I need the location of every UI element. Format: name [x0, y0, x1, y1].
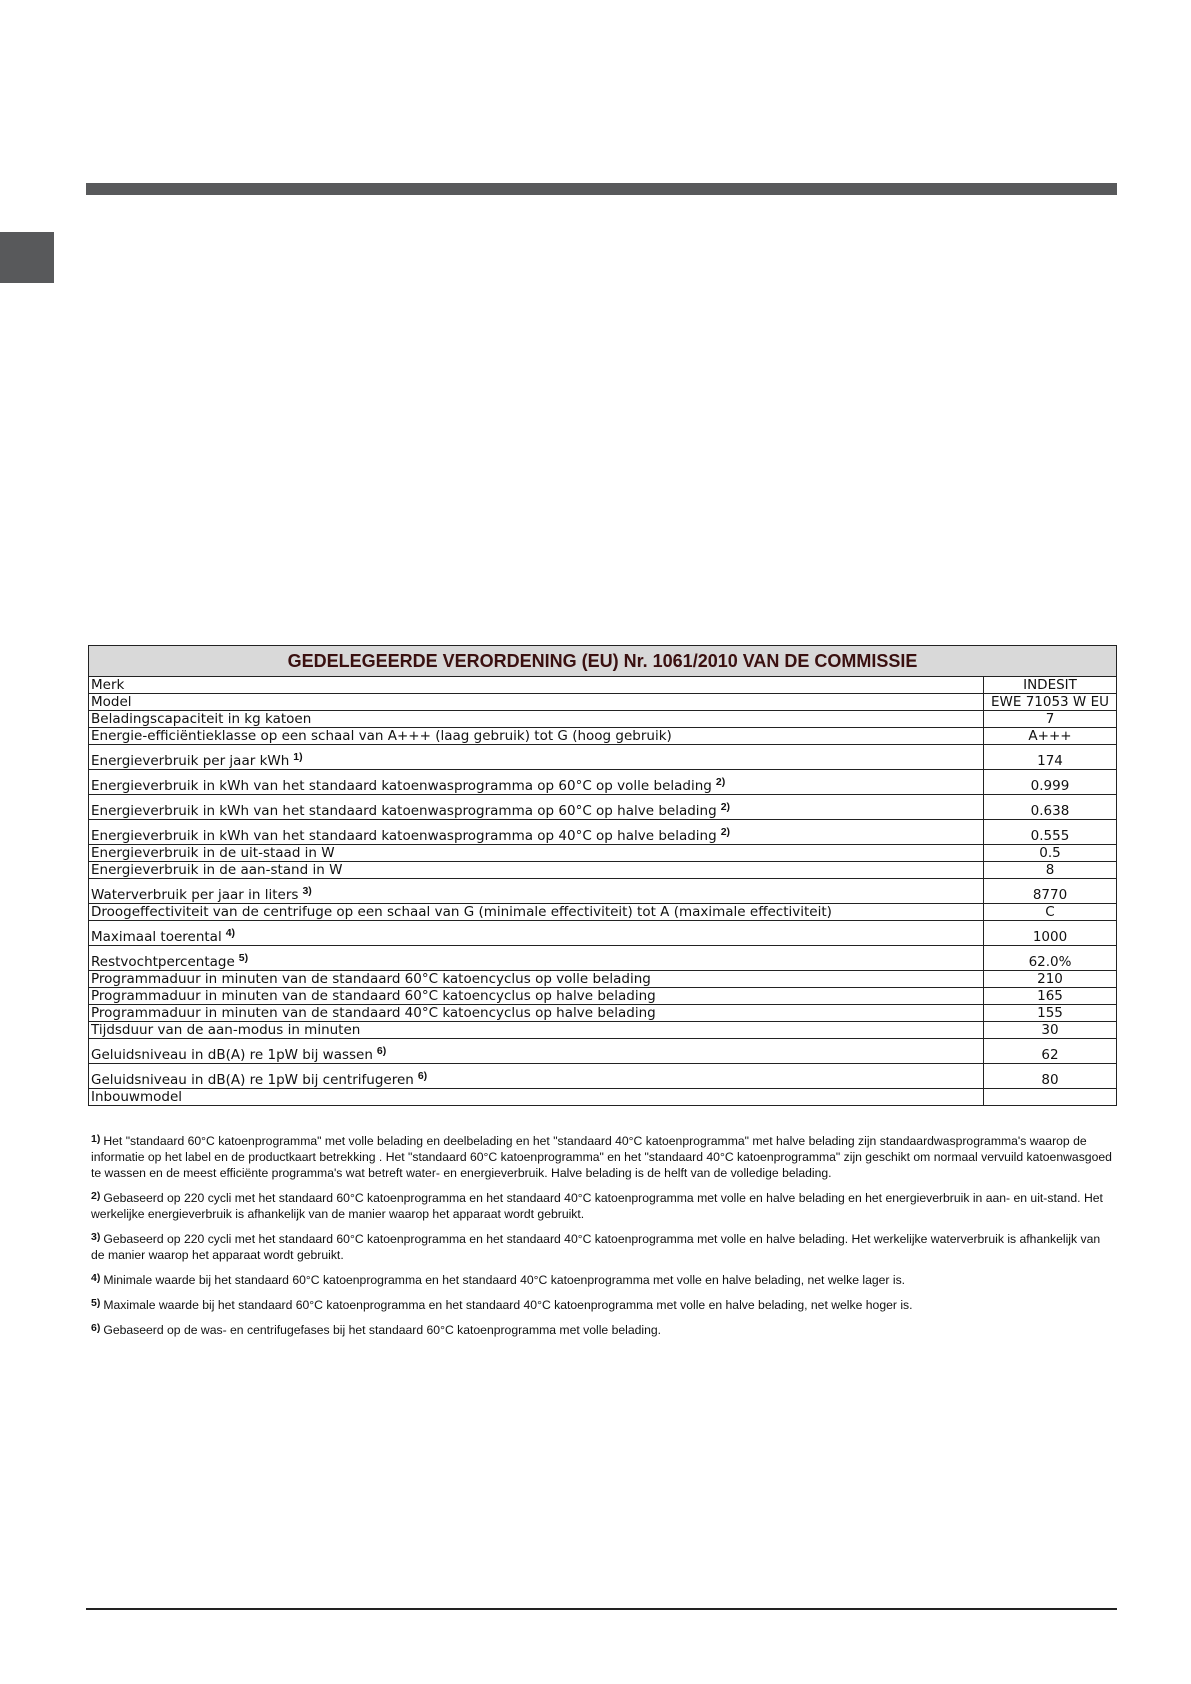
row-label-text: Droogeffectiviteit van de centrifuge op een schaal van G (minimale effectiviteit) tot A (maximale effectiviteit) — [91, 904, 832, 920]
row-label — [89, 728, 984, 745]
footnote-text: Maximale waarde bij het standaard 60°C katoenprogramma en het standaard 40°C katoenprogramma met volle en halve belading, net welke hoger is. — [103, 1298, 913, 1312]
row-value: C — [984, 904, 1117, 921]
table-row — [89, 677, 1117, 694]
row-value: EWE 71053 W EU — [984, 694, 1117, 711]
table-row — [89, 728, 1117, 745]
table-row — [89, 845, 1117, 862]
table-title: GEDELEGEERDE VERORDENING (EU) Nr. 1061/2010 VAN DE COMMISSIE — [89, 646, 1117, 677]
row-label-text: Energieverbruik in kWh van het standaard katoenwasprogramma op 60°C op volle belading — [91, 778, 712, 794]
table-row — [89, 988, 1117, 1005]
row-value: 0.638 — [984, 795, 1117, 820]
footnote — [91, 1322, 1116, 1338]
footnote-ref: 2) — [715, 776, 726, 788]
language-tab-marker — [0, 232, 54, 283]
footnote-ref: 5) — [238, 952, 249, 964]
footnote-ref: 1) — [293, 751, 303, 763]
row-label-text: Model — [91, 694, 132, 710]
row-label — [89, 694, 984, 711]
row-label-text: Waterverbruik per jaar in liters — [91, 887, 299, 903]
row-label — [89, 862, 984, 879]
row-value — [984, 1089, 1117, 1106]
row-label — [89, 1022, 984, 1039]
row-label — [89, 1064, 984, 1089]
row-label — [89, 879, 984, 904]
row-label — [89, 1039, 984, 1064]
table-row — [89, 795, 1117, 820]
header-bar — [86, 183, 1117, 195]
row-value: 210 — [984, 971, 1117, 988]
row-label-text: Geluidsniveau in dB(A) re 1pW bij centrifugeren — [91, 1072, 414, 1088]
row-label-text: Beladingscapaciteit in kg katoen — [91, 711, 312, 727]
row-value: 1000 — [984, 921, 1117, 946]
row-label — [89, 845, 984, 862]
row-label — [89, 677, 984, 694]
footnote-text: Minimale waarde bij het standaard 60°C katoenprogramma en het standaard 40°C katoenprogramma met volle en halve belading, net welke lager is. — [103, 1273, 906, 1287]
footnote-number: 3) — [91, 1231, 101, 1243]
row-label — [89, 921, 984, 946]
footnote-text: Gebaseerd op 220 cycli met het standaard 60°C katoenprogramma en het standaard 40°C katoenprogramma met volle en halve belading. Het werkelijke waterverbruik is afhankelijk van de manier waarop het apparaat wordt gebruikt. — [91, 1232, 1101, 1262]
row-value: INDESIT — [984, 677, 1117, 694]
row-value: 174 — [984, 745, 1117, 770]
row-label — [89, 711, 984, 728]
table-row — [89, 770, 1117, 795]
table-row — [89, 946, 1117, 971]
row-value: 62 — [984, 1039, 1117, 1064]
footnote-ref: 2) — [720, 826, 731, 838]
footnote-ref: 3) — [302, 885, 312, 897]
table-row — [89, 1022, 1117, 1039]
footnote — [91, 1272, 1116, 1288]
row-label-text: Programmaduur in minuten van de standaard 60°C katoencyclus op halve belading — [91, 988, 656, 1004]
row-value: A+++ — [984, 728, 1117, 745]
table-body — [89, 677, 1117, 1106]
regulation-table — [88, 645, 1117, 1106]
footnote-number: 2) — [91, 1190, 101, 1202]
table-row — [89, 921, 1117, 946]
footnote-ref: 2) — [720, 801, 731, 813]
row-value: 0.999 — [984, 770, 1117, 795]
row-label — [89, 820, 984, 845]
row-label — [89, 904, 984, 921]
row-label-text: Programmaduur in minuten van de standaard 60°C katoencyclus op volle belading — [91, 971, 651, 987]
footnote — [91, 1297, 1116, 1313]
row-value: 155 — [984, 1005, 1117, 1022]
table-row — [89, 745, 1117, 770]
row-label — [89, 946, 984, 971]
table-row — [89, 1005, 1117, 1022]
table-row — [89, 711, 1117, 728]
row-label-text: Energieverbruik in de aan-stand in W — [91, 862, 343, 878]
row-label-text: Tijdsduur van de aan-modus in minuten — [91, 1022, 361, 1038]
footnote-ref: 4) — [225, 927, 236, 939]
footnote — [91, 1133, 1116, 1181]
row-label-text: Energie-efficiëntieklasse op een schaal van A+++ (laag gebruik) tot G (hoog gebruik) — [91, 728, 672, 744]
table-row — [89, 694, 1117, 711]
footnote-text: Gebaseerd op 220 cycli met het standaard 60°C katoenprogramma en het standaard 40°C katoenprogramma met volle en halve belading en het energieverbruik in aan- en uit-stand. Het werkelijke energieverbruik is afhankelijk van de manier waarop het apparaat wordt gebruikt. — [91, 1191, 1103, 1221]
row-label-text: Maximaal toerental — [91, 929, 222, 945]
row-label — [89, 971, 984, 988]
row-label-text: Energieverbruik in kWh van het standaard katoenwasprogramma op 60°C op halve belading — [91, 803, 717, 819]
footnote-number: 4) — [91, 1272, 101, 1284]
footnote — [91, 1231, 1116, 1263]
table-row — [89, 879, 1117, 904]
row-value: 0.555 — [984, 820, 1117, 845]
row-label-text: Restvochtpercentage — [91, 954, 235, 970]
footnote-number: 6) — [91, 1322, 101, 1334]
row-label — [89, 1089, 984, 1106]
row-label — [89, 795, 984, 820]
table-row — [89, 1039, 1117, 1064]
row-value: 8 — [984, 862, 1117, 879]
row-value: 165 — [984, 988, 1117, 1005]
row-value: 7 — [984, 711, 1117, 728]
row-value: 80 — [984, 1064, 1117, 1089]
row-label-text: Energieverbruik in kWh van het standaard katoenwasprogramma op 40°C op halve belading — [91, 828, 717, 844]
row-label-text: Merk — [91, 677, 125, 693]
footnote — [91, 1190, 1116, 1222]
table-row — [89, 1064, 1117, 1089]
footnote-ref: 6) — [376, 1045, 387, 1057]
row-value: 0.5 — [984, 845, 1117, 862]
row-label-text: Geluidsniveau in dB(A) re 1pW bij wassen — [91, 1047, 373, 1063]
footnote-text: Gebaseerd op de was- en centrifugefases bij het standaard 60°C katoenprogramma met volle belading. — [103, 1323, 662, 1337]
footnote-ref: 6) — [417, 1070, 428, 1082]
row-label — [89, 988, 984, 1005]
row-label — [89, 745, 984, 770]
row-label-text: Energieverbruik per jaar kWh — [91, 753, 290, 769]
table-row — [89, 820, 1117, 845]
table-row — [89, 1089, 1117, 1106]
row-label — [89, 770, 984, 795]
row-value: 30 — [984, 1022, 1117, 1039]
footnote-number: 5) — [91, 1297, 101, 1309]
row-value: 62.0% — [984, 946, 1117, 971]
row-label-text: Programmaduur in minuten van de standaard 40°C katoencyclus op halve belading — [91, 1005, 656, 1021]
bottom-rule — [86, 1608, 1117, 1610]
footnotes — [91, 1133, 1116, 1347]
table-row — [89, 971, 1117, 988]
table-row — [89, 904, 1117, 921]
row-value: 8770 — [984, 879, 1117, 904]
row-label-text: Inbouwmodel — [91, 1089, 182, 1105]
table-row — [89, 862, 1117, 879]
footnote-text: Het "standaard 60°C katoenprogramma" met volle belading en deelbelading en het "standaard 40°C katoenprogramma" met halve belading zijn standaardwasprogramma's waarop de informatie op het label en de productkaart betrekking . Het "standaard 60°C katoenprogramma" en het "standaard 40°C katoenprogramma" zijn geschikt om normaal vervuild katoenwasgoed te wassen en de meest efficiënte programma's wat betreft water- en energieverbruik. Halve belading is de helft van de volledige belading. — [91, 1134, 1112, 1180]
footnote-number: 1) — [91, 1133, 101, 1145]
row-label — [89, 1005, 984, 1022]
table-header-row — [89, 646, 1117, 677]
row-label-text: Energieverbruik in de uit-staad in W — [91, 845, 335, 861]
